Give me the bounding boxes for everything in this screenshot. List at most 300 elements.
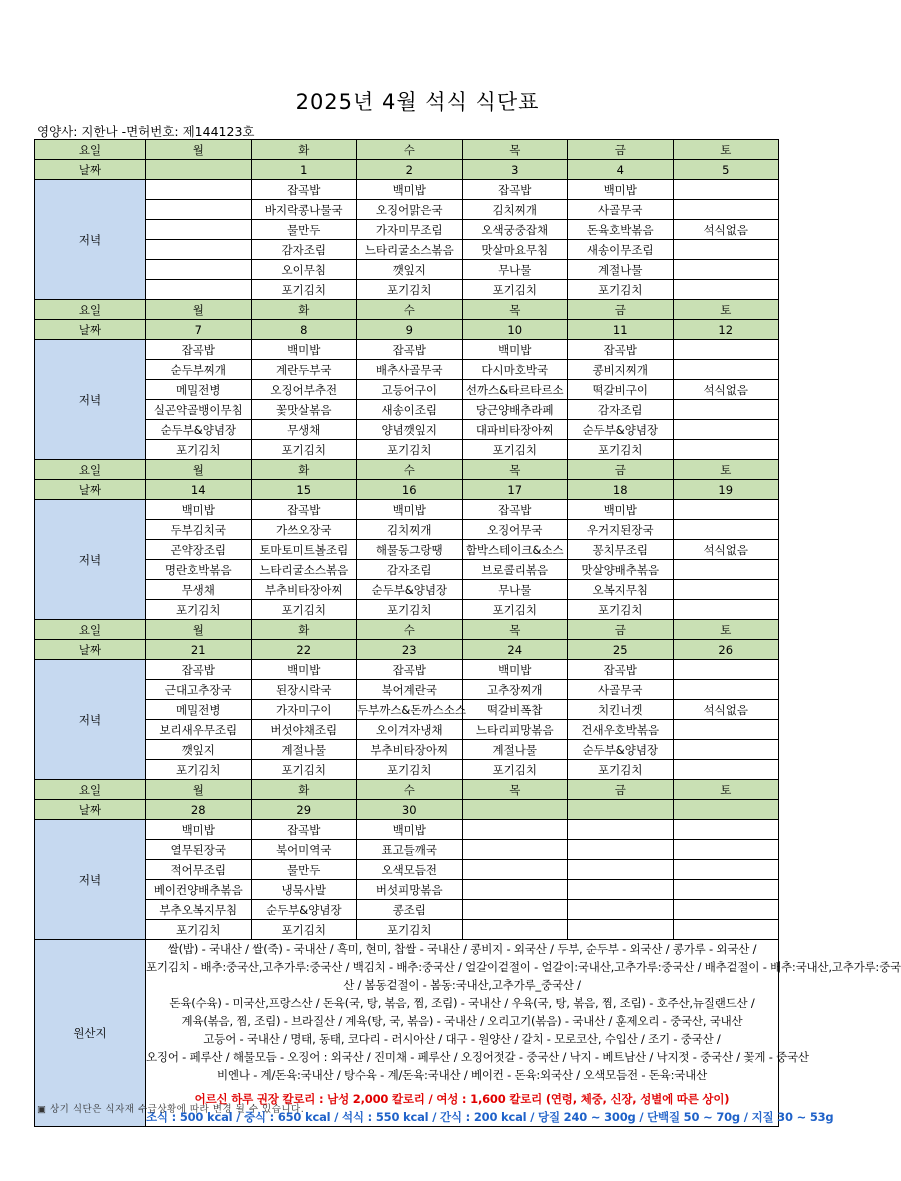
menu-item-cell: 사골무국	[568, 680, 674, 700]
day-header: 월	[146, 300, 252, 320]
menu-item-cell	[673, 180, 779, 200]
menu-item-cell	[568, 820, 674, 840]
day-header: 수	[357, 140, 463, 160]
day-header: 토	[673, 140, 779, 160]
day-header: 금	[568, 140, 674, 160]
menu-item-cell: 두부까스&돈까스소스	[357, 700, 463, 720]
menu-item-cell: 오징어무국	[462, 520, 568, 540]
menu-row	[35, 200, 779, 220]
menu-item-cell	[673, 260, 779, 280]
menu-item-cell: 석식없음	[673, 700, 779, 720]
menu-item-cell: 떡갈비구이	[568, 380, 674, 400]
menu-item-cell: 고등어구이	[357, 380, 463, 400]
day-header: 수	[357, 300, 463, 320]
menu-item-cell: 포기김치	[462, 760, 568, 780]
menu-row	[35, 500, 779, 520]
day-header: 토	[673, 780, 779, 800]
menu-row	[35, 260, 779, 280]
dinner-label: 저녁	[35, 500, 146, 620]
menu-item-cell: 콩조림	[357, 900, 463, 920]
menu-item-cell: 베이컨양배추볶음	[146, 880, 252, 900]
menu-item-cell: 보리새우무조림	[146, 720, 252, 740]
menu-item-cell	[673, 600, 779, 620]
menu-item-cell: 적어무조림	[146, 860, 252, 880]
menu-item-cell: 김치찌개	[462, 200, 568, 220]
menu-item-cell: 냉묵사발	[251, 880, 357, 900]
day-header: 월	[146, 140, 252, 160]
menu-item-cell	[146, 280, 252, 300]
menu-row	[35, 720, 779, 740]
date-cell: 25	[568, 640, 674, 660]
menu-row	[35, 280, 779, 300]
menu-row	[35, 380, 779, 400]
menu-item-cell: 계절나물	[462, 740, 568, 760]
day-header: 월	[146, 460, 252, 480]
menu-item-cell	[673, 240, 779, 260]
menu-item-cell	[462, 820, 568, 840]
menu-item-cell	[146, 180, 252, 200]
menu-item-cell: 새송이무조림	[568, 240, 674, 260]
date-cell: 3	[462, 160, 568, 180]
menu-item-cell: 맛살양배추볶음	[568, 560, 674, 580]
date-cell: 2	[357, 160, 463, 180]
day-header: 목	[462, 300, 568, 320]
date-label: 날짜	[35, 320, 146, 340]
menu-item-cell	[673, 880, 779, 900]
menu-item-cell: 포기김치	[462, 600, 568, 620]
menu-item-cell: 잡곡밥	[251, 820, 357, 840]
menu-item-cell	[673, 360, 779, 380]
menu-item-cell	[568, 900, 674, 920]
menu-row	[35, 340, 779, 360]
menu-table	[34, 139, 901, 1127]
menu-item-cell: 잡곡밥	[568, 660, 674, 680]
menu-item-cell: 백미밥	[146, 500, 252, 520]
day-header: 수	[357, 780, 463, 800]
menu-item-cell	[673, 580, 779, 600]
menu-item-cell	[673, 860, 779, 880]
menu-item-cell: 명란호박볶음	[146, 560, 252, 580]
day-header: 토	[673, 460, 779, 480]
menu-item-cell	[146, 260, 252, 280]
date-cell: 12	[673, 320, 779, 340]
menu-item-cell: 해물동그랑땡	[357, 540, 463, 560]
menu-item-cell: 순두부&양념장	[146, 420, 252, 440]
menu-row	[35, 400, 779, 420]
day-row	[35, 300, 779, 320]
menu-item-cell: 감자조림	[357, 560, 463, 580]
menu-item-cell	[673, 560, 779, 580]
menu-item-cell: 포기김치	[357, 280, 463, 300]
menu-item-cell: 백미밥	[568, 500, 674, 520]
menu-item-cell: 메밀전병	[146, 700, 252, 720]
menu-item-cell: 부추비타장아찌	[357, 740, 463, 760]
date-cell: 15	[251, 480, 357, 500]
menu-item-cell	[673, 720, 779, 740]
date-cell: 19	[673, 480, 779, 500]
menu-row	[35, 520, 779, 540]
date-cell: 11	[568, 320, 674, 340]
menu-item-cell: 백미밥	[357, 180, 463, 200]
menu-item-cell: 순두부&양념장	[251, 900, 357, 920]
day-header: 수	[357, 620, 463, 640]
menu-item-cell: 잡곡밥	[462, 500, 568, 520]
menu-row	[35, 660, 779, 680]
date-label: 날짜	[35, 800, 146, 820]
menu-item-cell	[673, 920, 779, 940]
menu-item-cell: 버섯피망볶음	[357, 880, 463, 900]
day-header: 목	[462, 140, 568, 160]
day-header: 화	[251, 140, 357, 160]
menu-item-cell: 포기김치	[357, 600, 463, 620]
menu-item-cell: 배추사골무국	[357, 360, 463, 380]
menu-row	[35, 840, 779, 860]
menu-item-cell: 김치찌개	[357, 520, 463, 540]
menu-item-cell	[673, 840, 779, 860]
menu-item-cell: 백미밥	[357, 500, 463, 520]
date-cell: 14	[146, 480, 252, 500]
menu-item-cell	[462, 840, 568, 860]
date-cell	[146, 160, 252, 180]
menu-item-cell	[673, 900, 779, 920]
menu-item-cell: 가쓰오장국	[251, 520, 357, 540]
menu-item-cell: 당근양배추라페	[462, 400, 568, 420]
nutritionist-info: 영양사: 지한나 -면허번호: 제144123호	[37, 124, 255, 139]
menu-item-cell: 깻잎지	[357, 260, 463, 280]
menu-item-cell: 두부김치국	[146, 520, 252, 540]
day-header: 금	[568, 300, 674, 320]
origin-line: 비엔나 - 계/돈육:국내산 / 탕수육 - 계/돈육:국내산 / 베이컨 - 돈육:외국산 / 오색모듬전 - 돈육:국내산	[217, 1068, 707, 1082]
menu-item-cell: 고추장찌개	[462, 680, 568, 700]
date-cell: 10	[462, 320, 568, 340]
menu-item-cell: 백미밥	[568, 180, 674, 200]
day-header: 수	[357, 460, 463, 480]
menu-item-cell: 무나물	[462, 260, 568, 280]
menu-item-cell: 우거지된장국	[568, 520, 674, 540]
menu-item-cell	[673, 500, 779, 520]
menu-row	[35, 440, 779, 460]
date-cell: 29	[251, 800, 357, 820]
menu-item-cell: 포기김치	[568, 760, 674, 780]
day-row	[35, 780, 779, 800]
day-row	[35, 460, 779, 480]
menu-item-cell: 근대고추장국	[146, 680, 252, 700]
day-row	[35, 620, 779, 640]
origin-line: 산 / 봄동겉절이 - 봄동:국내산,고추가루_중국산 /	[343, 978, 581, 992]
origin-label: 원산지	[35, 940, 146, 1127]
page-title: 2025년 4월 석식 식단표	[295, 90, 540, 114]
menu-item-cell: 잡곡밥	[357, 660, 463, 680]
menu-item-cell: 오이무침	[251, 260, 357, 280]
menu-item-cell: 포기김치	[568, 440, 674, 460]
menu-item-cell: 백미밥	[357, 820, 463, 840]
menu-item-cell: 순두부&양념장	[357, 580, 463, 600]
menu-item-cell: 포기김치	[357, 760, 463, 780]
menu-item-cell	[462, 920, 568, 940]
origin-line: 돈육(수육) - 미국산,프랑스산 / 돈육(국, 탕, 볶음, 찜, 조림) - 국내산 / 우육(국, 탕, 볶음, 찜, 조림) - 호주산,뉴질랜드산 /	[169, 996, 755, 1010]
menu-row	[35, 820, 779, 840]
date-cell: 5	[673, 160, 779, 180]
menu-item-cell: 포기김치	[146, 600, 252, 620]
origin-line: 쌀(밥) - 국내산 / 쌀(죽) - 국내산 / 흑미, 현미, 찹쌀 - 국내산 / 콩비지 - 외국산 / 두부, 순두부 - 외국산 / 콩가루 - 외국산 /	[167, 942, 757, 956]
menu-item-cell	[568, 860, 674, 880]
menu-item-cell: 포기김치	[568, 280, 674, 300]
menu-item-cell: 포기김치	[357, 440, 463, 460]
menu-row	[35, 860, 779, 880]
menu-item-cell	[462, 860, 568, 880]
day-header: 금	[568, 460, 674, 480]
calorie-note: 어르신 하루 권장 칼로리 : 남성 2,000 칼로리 / 여성 : 1,600 칼로리 (연령, 체중, 신장, 성별에 따른 상이)	[194, 1092, 730, 1106]
menu-item-cell	[673, 740, 779, 760]
menu-item-cell: 곤약장조림	[146, 540, 252, 560]
day-header: 금	[568, 780, 674, 800]
menu-item-cell	[568, 920, 674, 940]
menu-item-cell: 포기김치	[251, 280, 357, 300]
menu-item-cell: 백미밥	[462, 340, 568, 360]
menu-item-cell: 잡곡밥	[462, 180, 568, 200]
menu-row	[35, 600, 779, 620]
date-cell: 30	[357, 800, 463, 820]
date-cell: 7	[146, 320, 252, 340]
menu-item-cell: 함박스테이크&소스	[462, 540, 568, 560]
menu-row	[35, 540, 779, 560]
menu-item-cell: 토마토미트볼조림	[251, 540, 357, 560]
menu-item-cell: 포기김치	[462, 280, 568, 300]
menu-item-cell: 북어계란국	[357, 680, 463, 700]
menu-item-cell: 새송이조림	[357, 400, 463, 420]
menu-item-cell: 포기김치	[462, 440, 568, 460]
day-header: 화	[251, 300, 357, 320]
menu-item-cell: 오징어맑은국	[357, 200, 463, 220]
menu-row	[35, 900, 779, 920]
menu-item-cell: 가자미구이	[251, 700, 357, 720]
date-cell: 22	[251, 640, 357, 660]
origin-line: 오징어 - 페루산 / 해물모듬 - 오징어 : 외국산 / 진미채 - 페루산 / 오징어젓갈 - 중국산 / 낙지 - 베트남산 / 낙지젓 - 중국산 / 꽃게 - 중국산	[146, 1050, 809, 1064]
menu-item-cell: 잡곡밥	[251, 500, 357, 520]
menu-item-cell: 깻잎지	[146, 740, 252, 760]
menu-item-cell: 계절나물	[568, 260, 674, 280]
menu-item-cell: 맛살마요무침	[462, 240, 568, 260]
menu-row	[35, 740, 779, 760]
day-label: 요일	[35, 460, 146, 480]
menu-item-cell: 포기김치	[568, 600, 674, 620]
date-label: 날짜	[35, 160, 146, 180]
date-cell: 28	[146, 800, 252, 820]
menu-item-cell: 백미밥	[462, 660, 568, 680]
menu-row	[35, 880, 779, 900]
menu-row	[35, 680, 779, 700]
footnote: ▣ 상기 식단은 식자재 수급상황에 따라 변경 될 수 있습니다.	[37, 1104, 305, 1115]
menu-item-cell: 잡곡밥	[251, 180, 357, 200]
menu-item-cell: 느타리굴소스볶음	[251, 560, 357, 580]
origin-line: 포기김치 - 배추:중국산,고추가루:중국산 / 백김치 - 배추:중국산 / 얼갈이겉절이 - 얼갈이:국내산,고추가루:중국산 / 배추겉절이 - 배추:국내산,고추가루:중국	[146, 960, 901, 974]
menu-item-cell	[673, 340, 779, 360]
menu-item-cell: 잡곡밥	[568, 340, 674, 360]
menu-item-cell: 무생채	[146, 580, 252, 600]
menu-item-cell: 석식없음	[673, 540, 779, 560]
menu-item-cell	[673, 200, 779, 220]
menu-item-cell: 무생채	[251, 420, 357, 440]
intake-note: 조식 : 500 kcal / 중식 : 650 kcal / 석식 : 550 kcal / 간식 : 200 kcal / 당질 240 ~ 300g / 단백질 50 ~ 70g / 지질 30 ~ 53g	[146, 1110, 834, 1124]
date-cell: 16	[357, 480, 463, 500]
day-header: 월	[146, 620, 252, 640]
menu-item-cell: 순두부찌개	[146, 360, 252, 380]
menu-row	[35, 700, 779, 720]
date-cell	[462, 800, 568, 820]
date-label: 날짜	[35, 480, 146, 500]
menu-item-cell: 치킨너겟	[568, 700, 674, 720]
menu-item-cell: 포기김치	[357, 920, 463, 940]
menu-item-cell	[673, 680, 779, 700]
menu-row	[35, 220, 779, 240]
menu-item-cell: 계란두부국	[251, 360, 357, 380]
day-header: 월	[146, 780, 252, 800]
menu-item-cell: 잡곡밥	[357, 340, 463, 360]
menu-item-cell: 석식없음	[673, 380, 779, 400]
day-header: 목	[462, 460, 568, 480]
menu-item-cell: 무나물	[462, 580, 568, 600]
date-cell: 17	[462, 480, 568, 500]
menu-item-cell: 백미밥	[146, 820, 252, 840]
menu-item-cell: 포기김치	[251, 600, 357, 620]
menu-item-cell: 포기김치	[146, 920, 252, 940]
date-cell: 24	[462, 640, 568, 660]
menu-item-cell	[462, 900, 568, 920]
menu-item-cell: 감자조림	[251, 240, 357, 260]
date-cell: 21	[146, 640, 252, 660]
menu-item-cell: 표고들깨국	[357, 840, 463, 860]
date-cell: 9	[357, 320, 463, 340]
menu-item-cell	[673, 440, 779, 460]
date-row	[35, 320, 779, 340]
menu-item-cell: 느타리피망볶음	[462, 720, 568, 740]
menu-row	[35, 560, 779, 580]
day-label: 요일	[35, 620, 146, 640]
menu-item-cell: 오복지무침	[568, 580, 674, 600]
menu-item-cell: 돈육호박볶음	[568, 220, 674, 240]
menu-item-cell: 순두부&양념장	[568, 740, 674, 760]
menu-item-cell: 된장시락국	[251, 680, 357, 700]
menu-item-cell: 콩비지찌개	[568, 360, 674, 380]
menu-item-cell: 잡곡밥	[146, 660, 252, 680]
date-cell	[568, 800, 674, 820]
menu-row	[35, 580, 779, 600]
menu-item-cell: 물만두	[251, 860, 357, 880]
date-label: 날짜	[35, 640, 146, 660]
menu-item-cell: 오색모듬전	[357, 860, 463, 880]
menu-item-cell: 북어미역국	[251, 840, 357, 860]
menu-item-cell	[673, 760, 779, 780]
menu-item-cell: 오징어부추전	[251, 380, 357, 400]
menu-item-cell: 부추비타장아찌	[251, 580, 357, 600]
menu-item-cell: 가자미무조림	[357, 220, 463, 240]
origin-line: 고등어 - 국내산 / 명태, 동태, 코다리 - 러시아산 / 대구 - 원양산 / 갈치 - 모로코산, 수입산 / 조기 - 중국산 /	[203, 1032, 721, 1046]
origin-row	[35, 940, 779, 1127]
day-header: 토	[673, 300, 779, 320]
day-header: 화	[251, 780, 357, 800]
menu-item-cell: 물만두	[251, 220, 357, 240]
menu-item-cell: 백미밥	[251, 660, 357, 680]
menu-item-cell: 포기김치	[251, 920, 357, 940]
day-header: 화	[251, 460, 357, 480]
menu-item-cell: 꽁치무조림	[568, 540, 674, 560]
menu-item-cell: 백미밥	[251, 340, 357, 360]
menu-item-cell: 느타리굴소스볶음	[357, 240, 463, 260]
menu-item-cell: 브로콜리볶음	[462, 560, 568, 580]
menu-item-cell	[146, 200, 252, 220]
menu-row	[35, 760, 779, 780]
origin-line: 계육(볶음, 찜, 조림) - 브라질산 / 계육(탕, 국, 볶음) - 국내산 / 오리고기(볶음) - 국내산 / 훈제오리 - 중국산, 국내산	[181, 1014, 743, 1028]
date-row	[35, 480, 779, 500]
dinner-label: 저녁	[35, 340, 146, 460]
menu-item-cell: 열무된장국	[146, 840, 252, 860]
date-row	[35, 640, 779, 660]
menu-item-cell: 포기김치	[251, 440, 357, 460]
menu-item-cell	[673, 520, 779, 540]
date-cell: 18	[568, 480, 674, 500]
origin-content	[146, 940, 901, 1127]
menu-row	[35, 420, 779, 440]
menu-item-cell	[673, 660, 779, 680]
menu-item-cell	[673, 280, 779, 300]
menu-item-cell: 사골무국	[568, 200, 674, 220]
dinner-label: 저녁	[35, 820, 146, 940]
menu-item-cell: 감자조림	[568, 400, 674, 420]
menu-item-cell: 양념깻잎지	[357, 420, 463, 440]
menu-item-cell: 포기김치	[251, 760, 357, 780]
menu-item-cell	[568, 880, 674, 900]
menu-item-cell	[146, 220, 252, 240]
menu-item-cell: 순두부&양념장	[568, 420, 674, 440]
menu-item-cell	[673, 400, 779, 420]
date-cell: 1	[251, 160, 357, 180]
dinner-label: 저녁	[35, 660, 146, 780]
menu-item-cell	[673, 420, 779, 440]
menu-item-cell: 꽃맛살볶음	[251, 400, 357, 420]
day-label: 요일	[35, 300, 146, 320]
menu-item-cell: 건새우호박볶음	[568, 720, 674, 740]
date-cell: 23	[357, 640, 463, 660]
date-cell: 8	[251, 320, 357, 340]
day-header: 화	[251, 620, 357, 640]
menu-item-cell: 선까스&타르타르소	[462, 380, 568, 400]
day-header: 토	[673, 620, 779, 640]
day-header: 목	[462, 620, 568, 640]
day-header: 목	[462, 780, 568, 800]
menu-item-cell: 대파비타장아찌	[462, 420, 568, 440]
date-row	[35, 160, 779, 180]
day-row	[35, 140, 779, 160]
menu-row	[35, 360, 779, 380]
menu-item-cell: 오이겨자냉채	[357, 720, 463, 740]
date-cell	[673, 800, 779, 820]
menu-item-cell: 실곤약골뱅이무침	[146, 400, 252, 420]
menu-item-cell: 오색궁중잡채	[462, 220, 568, 240]
menu-item-cell: 버섯야채조림	[251, 720, 357, 740]
day-label: 요일	[35, 780, 146, 800]
menu-item-cell: 석식없음	[673, 220, 779, 240]
menu-row	[35, 240, 779, 260]
menu-item-cell: 메밀전병	[146, 380, 252, 400]
menu-item-cell	[146, 240, 252, 260]
date-cell: 4	[568, 160, 674, 180]
menu-item-cell	[673, 820, 779, 840]
menu-item-cell: 떡갈비폭찹	[462, 700, 568, 720]
menu-item-cell: 바지락콩나물국	[251, 200, 357, 220]
day-label: 요일	[35, 140, 146, 160]
date-cell: 26	[673, 640, 779, 660]
menu-item-cell: 부추오복지무침	[146, 900, 252, 920]
